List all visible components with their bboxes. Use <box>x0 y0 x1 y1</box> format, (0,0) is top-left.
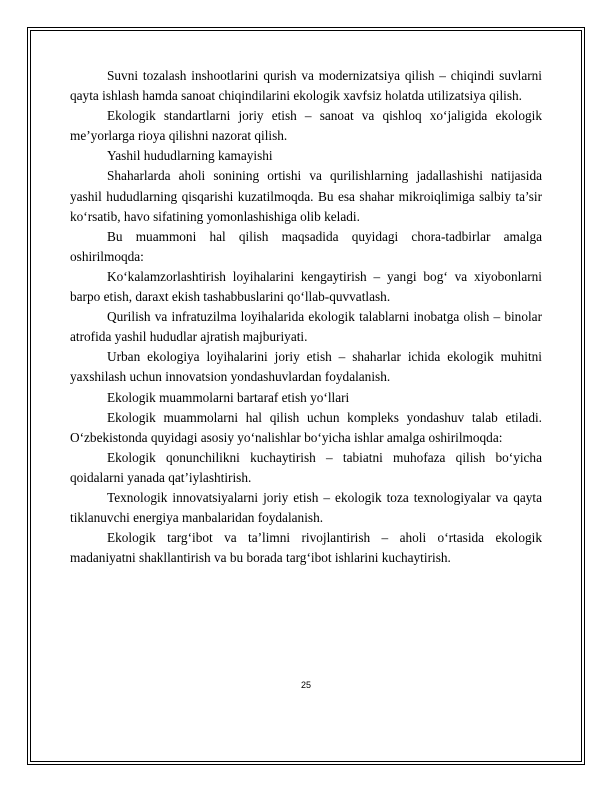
paragraph-urban-ecology: Urban ekologiya loyihalarini joriy etish – shaharlar ichida ekologik muhitni yaxshilash uchun innovatsion yondashuvlardan foydalanish. <box>70 349 542 385</box>
paragraph-construction-requirements: Qurilish va infratuzilma loyihalarida ekologik talablarni inobatga olish – binolar atrofida yashil hududlar ajratish majburiyati. <box>70 309 542 345</box>
paragraph-legislation: Ekologik qonunchilikni kuchaytirish – tabiatni muhofaza qilish bo‘yicha qoidalarni yanada qat’iylashtirish. <box>70 449 542 485</box>
page-number: 25 <box>300 680 311 690</box>
paragraph-greening-projects: Ko‘kalamzorlashtirish loyihalarini kengaytirish – yangi bog‘ va xiyobonlarni barpo etish, daraxt ekish tashabbuslarini qo‘llab-quvvatlash. <box>70 268 542 305</box>
document-body <box>70 66 542 568</box>
section-heading-solutions: Ekologik muammolarni bartaraf etish yo‘llari <box>107 389 350 405</box>
paragraph-education: Ekologik targ‘ibot va ta’limni rivojlantirish – aholi o‘rtasida ekologik madaniyatni shakllantirish va bu borada targ‘ibot ishlarini kuchaytirish. <box>70 530 542 566</box>
paragraph-measures-intro: Bu muammoni hal qilish maqsadida quyidagi chora-tadbirlar amalga oshirilmoqda: <box>70 228 542 264</box>
paragraph-innovation: Texnologik innovatsiyalarni joriy etish – ekologik toza texnologiyalar va qayta tiklanuvchi energiya manbalaridan foydalanish. <box>70 489 542 526</box>
paragraph-water-treatment: Suvni tozalash inshootlarini qurish va modernizatsiya qilish – chiqindi suvlarni qayta ishlash hamda sanoat chiqindilarini ekologik xavfsiz holatda utilizatsiya qilish. <box>70 68 542 104</box>
section-heading-green-areas: Yashil hududlarning kamayishi <box>107 148 273 164</box>
paragraph-complex-approach: Ekologik muammolarni hal qilish uchun kompleks yondashuv talab etiladi. O‘zbekistonda quyidagi asosiy yo‘nalishlar bo‘yicha ishlar amalga oshirilmoqda: <box>70 409 542 445</box>
paragraph-ecological-standards: Ekologik standartlarni joriy etish – sanoat va qishloq xo‘jaligida ekologik me’yorlarga rioya qilishni nazorat qilish. <box>70 108 542 144</box>
paragraph-urban-growth: Shaharlarda aholi sonining ortishi va qurilishlarning jadallashishi natijasida yashil hududlarning qisqarishi kuzatilmoqda. Bu esa shahar mikroiqlimiga salbiy ta’sir ko‘rsatib, havo sifatining yomonlashishiga olib keladi. <box>70 168 542 224</box>
